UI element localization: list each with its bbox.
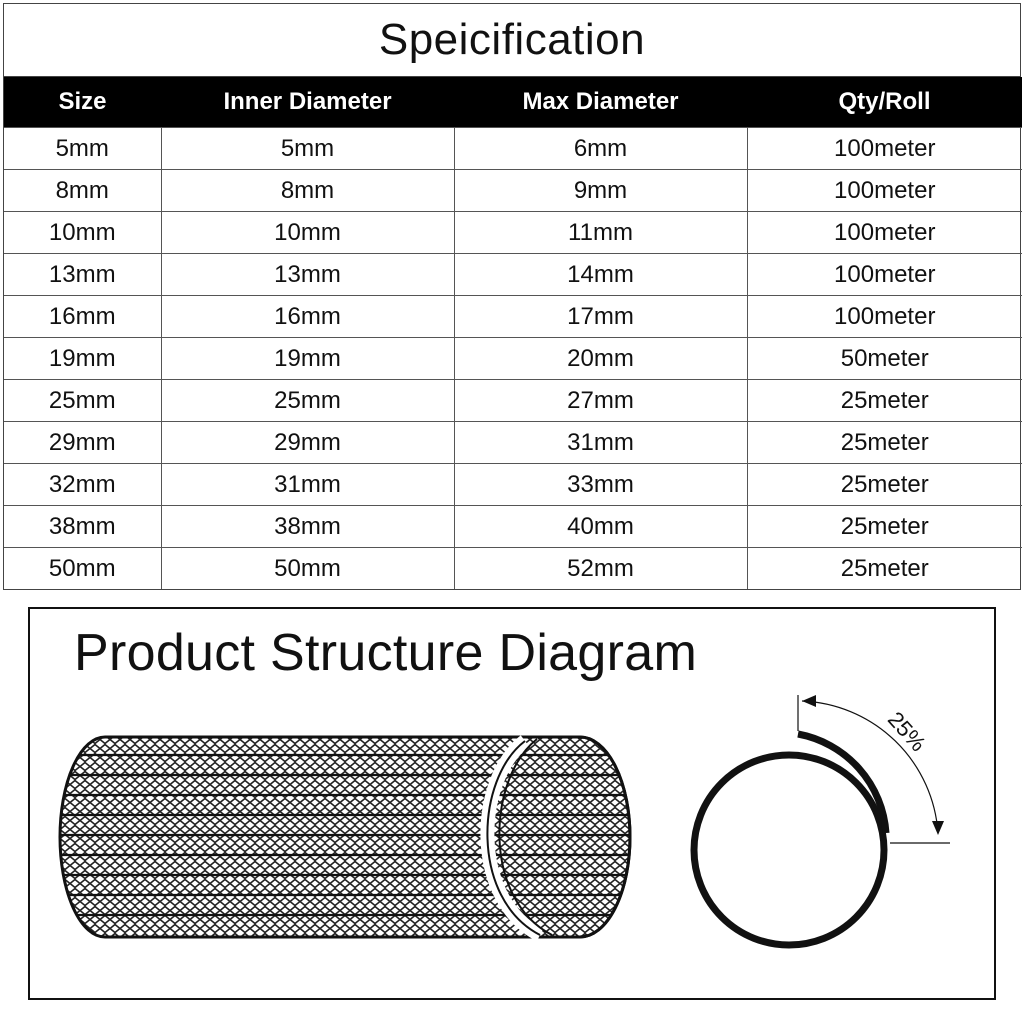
table-row (4, 506, 1022, 548)
table-cell: 25mm (161, 380, 454, 422)
table-cell: 10mm (4, 212, 161, 254)
braided-sleeve-icon (50, 737, 650, 937)
table-cell: 100meter (747, 128, 1022, 170)
table-row (4, 254, 1022, 296)
overlap-percent-text: 25% (882, 706, 931, 757)
table-cell: 100meter (747, 296, 1022, 338)
table-cell: 9mm (454, 170, 747, 212)
table-row (4, 212, 1022, 254)
table-cell: 29mm (161, 422, 454, 464)
table-cell: 52mm (454, 548, 747, 590)
table-row (4, 128, 1022, 170)
table-cell: 33mm (454, 464, 747, 506)
table-cell: 50mm (161, 548, 454, 590)
table-cell: 32mm (4, 464, 161, 506)
table-cell: 20mm (454, 338, 747, 380)
table-row (4, 464, 1022, 506)
table-cell: 6mm (454, 128, 747, 170)
table-cell: 14mm (454, 254, 747, 296)
table-cell: 8mm (161, 170, 454, 212)
table-row (4, 380, 1022, 422)
specification-panel (3, 3, 1021, 590)
header-size: Size (4, 77, 161, 128)
table-cell: 5mm (4, 128, 161, 170)
table-cell: 16mm (4, 296, 161, 338)
header-max-diameter: Max Diameter (454, 77, 747, 128)
table-cell: 5mm (161, 128, 454, 170)
table-cell: 25meter (747, 506, 1022, 548)
table-row (4, 338, 1022, 380)
table-cell: 29mm (4, 422, 161, 464)
table-cell: 19mm (4, 338, 161, 380)
table-cell: 10mm (161, 212, 454, 254)
specification-table (4, 77, 1022, 589)
table-cell: 8mm (4, 170, 161, 212)
table-row (4, 296, 1022, 338)
table-cell: 100meter (747, 170, 1022, 212)
table-cell: 31mm (161, 464, 454, 506)
table-cell: 13mm (161, 254, 454, 296)
table-cell: 19mm (161, 338, 454, 380)
product-structure-panel (28, 607, 996, 1000)
table-row (4, 548, 1022, 590)
table-header-row (4, 77, 1022, 128)
table-cell: 100meter (747, 212, 1022, 254)
table-cell: 25meter (747, 380, 1022, 422)
table-cell: 25mm (4, 380, 161, 422)
table-cell: 50meter (747, 338, 1022, 380)
header-inner-diameter: Inner Diameter (161, 77, 454, 128)
table-row (4, 170, 1022, 212)
table-cell: 38mm (4, 506, 161, 548)
specification-title: Speicification (4, 4, 1020, 77)
table-cell: 38mm (161, 506, 454, 548)
table-cell: 11mm (454, 212, 747, 254)
table-cell: 100meter (747, 254, 1022, 296)
diagram-title: Product Structure Diagram (74, 624, 698, 682)
table-cell: 25meter (747, 548, 1022, 590)
table-cell: 31mm (454, 422, 747, 464)
table-cell: 16mm (161, 296, 454, 338)
table-row (4, 422, 1022, 464)
table-cell: 25meter (747, 422, 1022, 464)
table-cell: 27mm (454, 380, 747, 422)
table-cell: 40mm (454, 506, 747, 548)
table-cell: 25meter (747, 464, 1022, 506)
sleeve-illustration (30, 609, 994, 998)
table-cell: 17mm (454, 296, 747, 338)
table-cell: 13mm (4, 254, 161, 296)
table-cell: 50mm (4, 548, 161, 590)
overlap-percent-label (870, 705, 940, 775)
header-qty-roll: Qty/Roll (747, 77, 1022, 128)
